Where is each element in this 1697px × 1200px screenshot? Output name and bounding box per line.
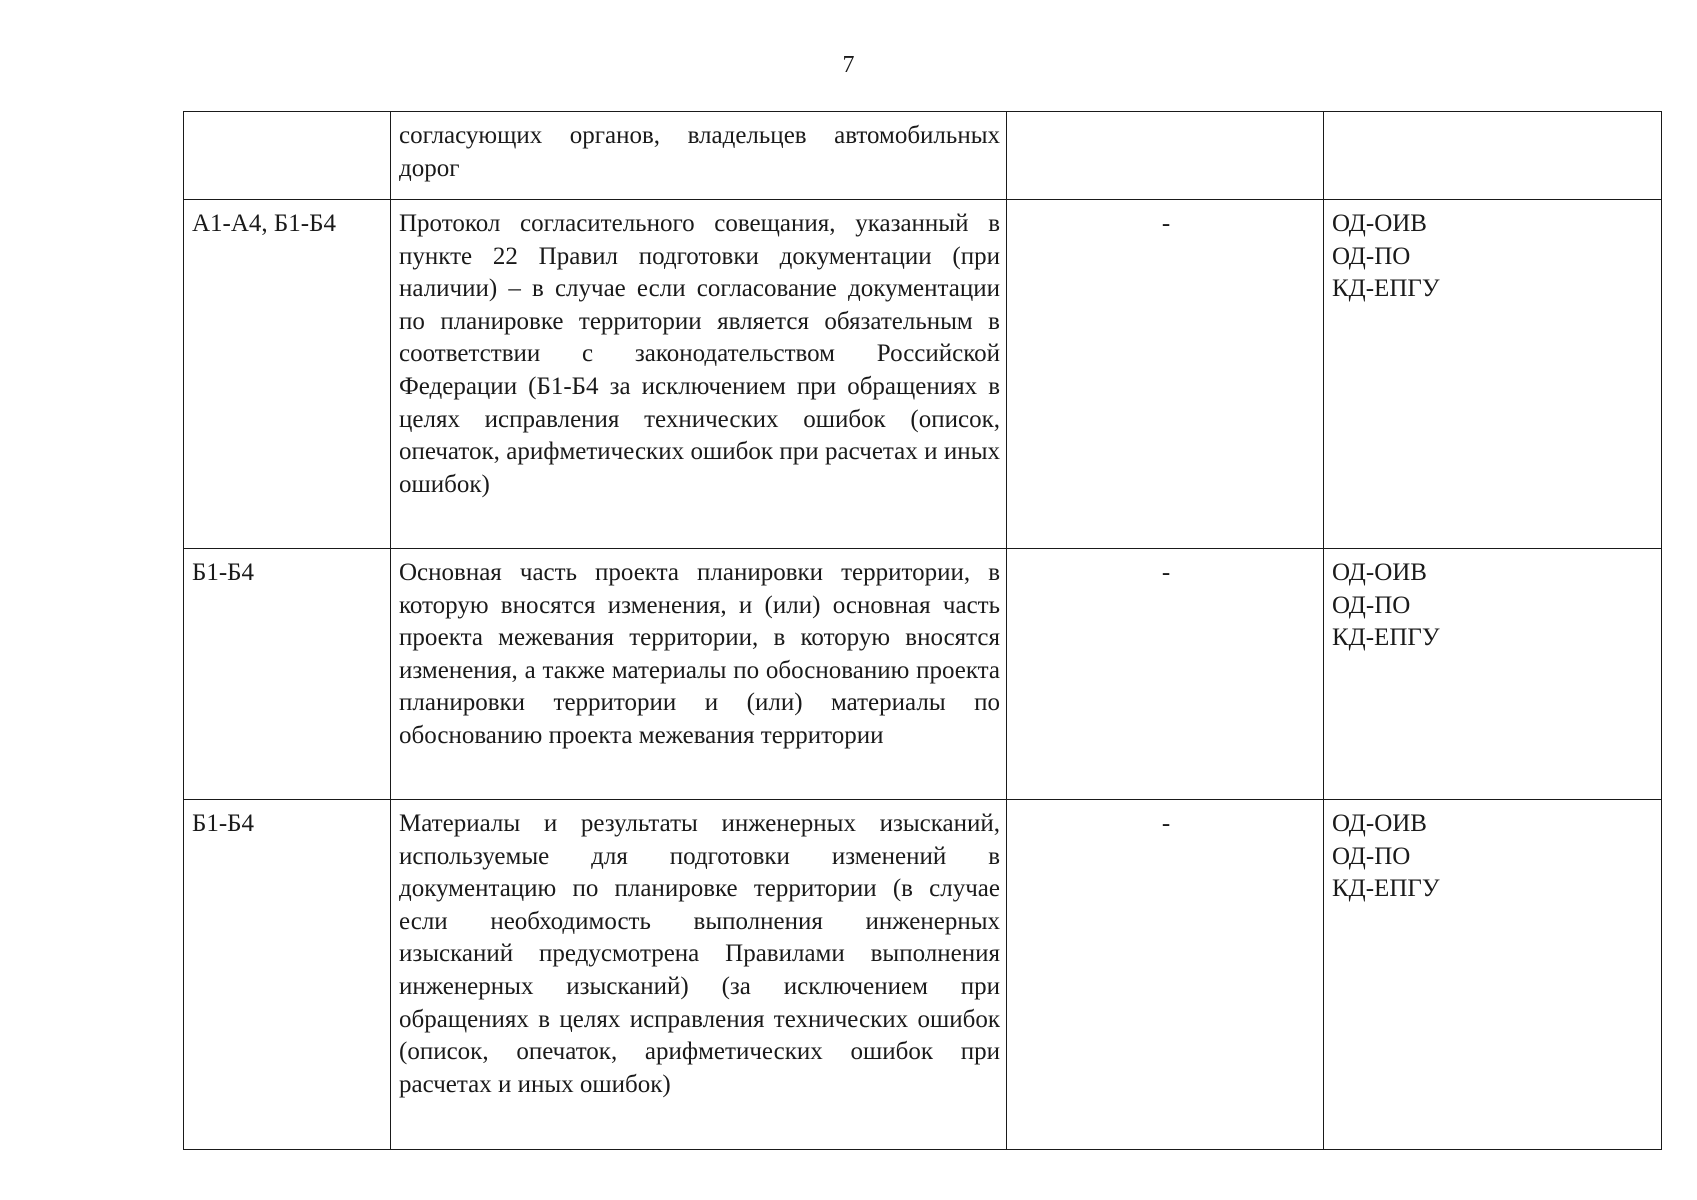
document-description-cell: Протокол согласительного совещания, указанный в пункте 22 Правил подготовки документации (при наличии) – в случае если согласование документации по планировке территории является обязательным в соответствии с законодательством Российской Федерации (Б1-Б4 за исключением при обращениях в целях исправления технических ошибок (описок, опечаток, арифметических ошибок при расчетах и иных ошибок) [391, 200, 1007, 549]
submission-code: КД-ЕПГУ [1332, 624, 1440, 652]
applicant-code-cell: Б1-Б4 [184, 800, 391, 1150]
value-cell: - [1007, 200, 1324, 549]
document-table [183, 111, 1662, 1150]
document-description-cell: Основная часть проекта планировки территории, в которую вносятся изменения, и (или) основная часть проекта межевания территории, в которую вносятся изменения, а также материалы по обоснованию проекта планировки территории и (или) материалы по обоснованию проекта межевания территории [391, 549, 1007, 800]
submission-code: ОД-ОИВ [1332, 210, 1427, 237]
document-description-cell: Материалы и результаты инженерных изысканий, используемые для подготовки изменений в документацию по планировке территории (в случае если необходимость выполнения инженерных изысканий предусмотрена Правилами выполнения инженерных изысканий) (за исключением при обращениях в целях исправления технических ошибок (описок, опечаток, арифметических ошибок при расчетах и иных ошибок) [391, 800, 1007, 1150]
table-row [184, 112, 1662, 200]
submission-codes-cell [1324, 800, 1662, 1150]
submission-codes-cell [1324, 112, 1662, 200]
submission-code: ОД-ПО [1332, 591, 1411, 619]
value-cell: - [1007, 800, 1324, 1150]
table-row [184, 549, 1662, 800]
submission-code: КД-ЕПГУ [1332, 275, 1440, 303]
table-row [184, 800, 1662, 1150]
submission-code: ОД-ОИВ [1332, 559, 1427, 586]
document-description-cell: согласующих органов, владельцев автомобильных дорог [391, 112, 1007, 200]
applicant-code-cell: А1-А4, Б1-Б4 [184, 200, 391, 549]
applicant-code-cell [184, 112, 391, 200]
submission-code: ОД-ПО [1332, 842, 1411, 870]
table-row [184, 200, 1662, 549]
page-number: 7 [842, 52, 855, 78]
value-cell [1007, 112, 1324, 200]
submission-codes-cell [1324, 549, 1662, 800]
submission-codes-cell [1324, 200, 1662, 549]
submission-code: ОД-ОИВ [1332, 810, 1427, 837]
value-cell: - [1007, 549, 1324, 800]
submission-code: ОД-ПО [1332, 242, 1411, 270]
applicant-code-cell: Б1-Б4 [184, 549, 391, 800]
submission-code: КД-ЕПГУ [1332, 875, 1440, 903]
